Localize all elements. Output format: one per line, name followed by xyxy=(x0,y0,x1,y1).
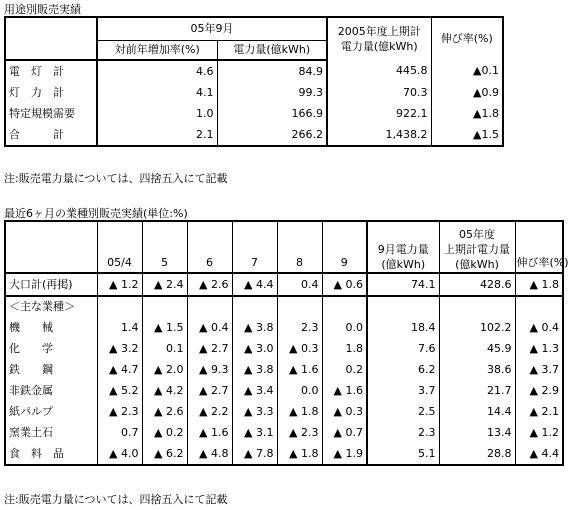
cell-h1: 38.6 xyxy=(439,359,515,380)
cell-month: ▲ 9.3 xyxy=(187,359,232,380)
cell-month: 2.3 xyxy=(277,317,322,338)
section-row xyxy=(5,296,563,317)
cell-sep: 6.2 xyxy=(367,359,439,380)
cell-rate: ▲ 4.4 xyxy=(515,443,563,465)
row-label: 化 学 xyxy=(5,338,97,359)
cell-month: ▲ 3.8 xyxy=(232,359,277,380)
cell-sep: 3.7 xyxy=(367,380,439,401)
cell-month: ▲ 4.0 xyxy=(97,443,142,465)
cell-h1: 45.9 xyxy=(439,338,515,359)
cell-sep: 74.1 xyxy=(367,273,439,296)
cell-month: ▲ 4.4 xyxy=(232,273,277,296)
cell-energy: 266.2 xyxy=(217,124,327,146)
cell-h1: 14.4 xyxy=(439,401,515,422)
cell-month: ▲ 2.7 xyxy=(187,380,232,401)
cell-month: 0.7 xyxy=(97,422,142,443)
header-h1-line1: 2005年度上期計 xyxy=(337,25,421,38)
cell-month: 1.4 xyxy=(97,317,142,338)
row-label: 特定規模需要 xyxy=(5,103,97,124)
cell-month: ▲ 7.8 xyxy=(232,443,277,465)
header-rate: 伸び率(%) xyxy=(431,17,503,60)
table-row xyxy=(5,103,503,124)
row-label: 紙パルプ xyxy=(5,401,97,422)
cell-month: ▲ 1.6 xyxy=(187,422,232,443)
cell-month: ▲ 1.2 xyxy=(97,273,142,296)
table-row xyxy=(5,124,503,146)
cell-rate: ▲ 2.1 xyxy=(515,401,563,422)
cell-rate: ▲ 0.4 xyxy=(515,317,563,338)
cell-month: ▲ 0.7 xyxy=(322,422,367,443)
cell-rate: ▲ 3.7 xyxy=(515,359,563,380)
cell-month: ▲ 5.2 xyxy=(97,380,142,401)
table-row xyxy=(5,401,563,422)
header-growth: 対前年増加率(%) xyxy=(97,41,217,61)
month-header: 7 xyxy=(232,221,277,273)
table-row xyxy=(5,380,563,401)
industry-rows xyxy=(5,317,563,465)
cell-month: ▲ 6.2 xyxy=(142,443,187,465)
cell-rate: ▲ 1.3 xyxy=(515,338,563,359)
cell-sep: 2.3 xyxy=(367,422,439,443)
cell-month: ▲ 1.8 xyxy=(277,443,322,465)
row-label: 合 計 xyxy=(5,124,97,146)
cell-month: 0.0 xyxy=(277,380,322,401)
cell-month: 0.4 xyxy=(277,273,322,296)
table-row xyxy=(5,60,503,82)
cell-month: ▲ 1.9 xyxy=(322,443,367,465)
table1-note: 注:販売電力量については、四捨五入にて記載 xyxy=(4,172,228,185)
header-h1-line3: (億kWh) xyxy=(455,258,499,271)
cell-h1: 13.4 xyxy=(439,422,515,443)
cell-h1: 428.6 xyxy=(439,273,515,296)
usage-sales-table xyxy=(4,16,504,147)
cell-month: ▲ 1.8 xyxy=(277,401,322,422)
row-label: 鉄 鋼 xyxy=(5,359,97,380)
cell-sep: 2.5 xyxy=(367,401,439,422)
cell-month: 0.0 xyxy=(322,317,367,338)
cell-sep: 18.4 xyxy=(367,317,439,338)
cell-month: ▲ 3.8 xyxy=(232,317,277,338)
cell-h1: 28.8 xyxy=(439,443,515,465)
cell-sep: 5.1 xyxy=(367,443,439,465)
cell-month: 1.8 xyxy=(322,338,367,359)
month-header: 5 xyxy=(142,221,187,273)
month-header: 9 xyxy=(322,221,367,273)
month-header: 8 xyxy=(277,221,322,273)
header-sep-line2: (億kWh) xyxy=(381,258,426,271)
cell-month: ▲ 2.3 xyxy=(97,401,142,422)
table-row xyxy=(5,82,503,103)
cell-month: ▲ 4.7 xyxy=(97,359,142,380)
cell-month: ▲ 0.6 xyxy=(322,273,367,296)
header-sep-line1: 9月電力量 xyxy=(377,243,429,256)
section-label: ＜主な業種＞ xyxy=(5,296,97,317)
cell-rate: ▲ 2.9 xyxy=(515,380,563,401)
cell-month: ▲ 0.4 xyxy=(187,317,232,338)
cell-month: ▲ 2.3 xyxy=(277,422,322,443)
cell-month: ▲ 3.1 xyxy=(232,422,277,443)
cell-rate: ▲ 1.2 xyxy=(515,422,563,443)
cell-energy: 84.9 xyxy=(217,60,327,82)
cell-rate: ▲0.1 xyxy=(431,60,503,82)
table-row xyxy=(5,422,563,443)
table-row xyxy=(5,359,563,380)
table-row xyxy=(5,338,563,359)
cell-month: ▲ 0.3 xyxy=(277,338,322,359)
cell-growth: 1.0 xyxy=(97,103,217,124)
cell-month: ▲ 3.4 xyxy=(232,380,277,401)
row-label: 窯業土石 xyxy=(5,422,97,443)
cell-month: ▲ 0.2 xyxy=(142,422,187,443)
table2-title: 最近6ヶ月の業種別販売実績(単位:%) xyxy=(4,207,188,220)
cell-h1: 21.7 xyxy=(439,380,515,401)
cell-month: ▲ 3.3 xyxy=(232,401,277,422)
row-label: 電 灯 計 xyxy=(5,60,97,82)
cell-month: ▲ 4.2 xyxy=(142,380,187,401)
table-row xyxy=(5,317,563,338)
header-h1-line2: 電力量(億kWh) xyxy=(340,40,418,53)
cell-rate: ▲1.5 xyxy=(431,124,503,146)
cell-growth: 4.6 xyxy=(97,60,217,82)
header-rate: 伸び率(%) xyxy=(515,221,563,273)
cell-h1: 70.3 xyxy=(327,82,431,103)
row-label: 大口計(再掲) xyxy=(5,273,97,296)
cell-month: 0.1 xyxy=(142,338,187,359)
cell-growth: 4.1 xyxy=(97,82,217,103)
cell-month: ▲ 2.0 xyxy=(142,359,187,380)
cell-h1: 1,438.2 xyxy=(327,124,431,146)
cell-h1: 922.1 xyxy=(327,103,431,124)
cell-rate: ▲1.8 xyxy=(431,103,503,124)
table-row-large xyxy=(5,273,563,296)
cell-rate: ▲0.9 xyxy=(431,82,503,103)
cell-energy: 99.3 xyxy=(217,82,327,103)
cell-sep: 7.6 xyxy=(367,338,439,359)
cell-h1: 102.2 xyxy=(439,317,515,338)
header-h1-line1: 05年度 xyxy=(459,228,495,241)
table2-note: 注:販売電力量については、四捨五入にて記載 xyxy=(4,493,228,506)
row-label: 食 料 品 xyxy=(5,443,97,465)
row-label: 灯 力 計 xyxy=(5,82,97,103)
header-h1-line2: 上期計電力量 xyxy=(444,243,510,256)
cell-month: ▲ 2.6 xyxy=(187,273,232,296)
industry-sales-table xyxy=(4,220,569,466)
cell-month: ▲ 1.6 xyxy=(277,359,322,380)
cell-rate: ▲ 1.8 xyxy=(515,273,563,296)
cell-month: ▲ 2.6 xyxy=(142,401,187,422)
row-label: 非鉄金属 xyxy=(5,380,97,401)
cell-month: ▲ 1.6 xyxy=(322,380,367,401)
cell-h1: 445.8 xyxy=(327,60,431,82)
month-header: 05/4 xyxy=(97,221,142,273)
header-energy: 電力量(億kWh) xyxy=(217,41,327,61)
cell-month: 0.2 xyxy=(322,359,367,380)
row-label: 機 械 xyxy=(5,317,97,338)
table1-title: 用途別販売実績 xyxy=(4,3,81,16)
cell-growth: 2.1 xyxy=(97,124,217,146)
cell-month: ▲ 2.4 xyxy=(142,273,187,296)
month-header: 6 xyxy=(187,221,232,273)
cell-month: ▲ 4.8 xyxy=(187,443,232,465)
cell-month: ▲ 2.2 xyxy=(187,401,232,422)
header-group-month: 05年9月 xyxy=(97,17,327,41)
cell-month: ▲ 3.0 xyxy=(232,338,277,359)
cell-month: ▲ 1.5 xyxy=(142,317,187,338)
cell-month: ▲ 3.2 xyxy=(97,338,142,359)
cell-month: ▲ 0.3 xyxy=(322,401,367,422)
table-row xyxy=(5,443,563,465)
cell-energy: 166.9 xyxy=(217,103,327,124)
cell-month: ▲ 2.7 xyxy=(187,338,232,359)
